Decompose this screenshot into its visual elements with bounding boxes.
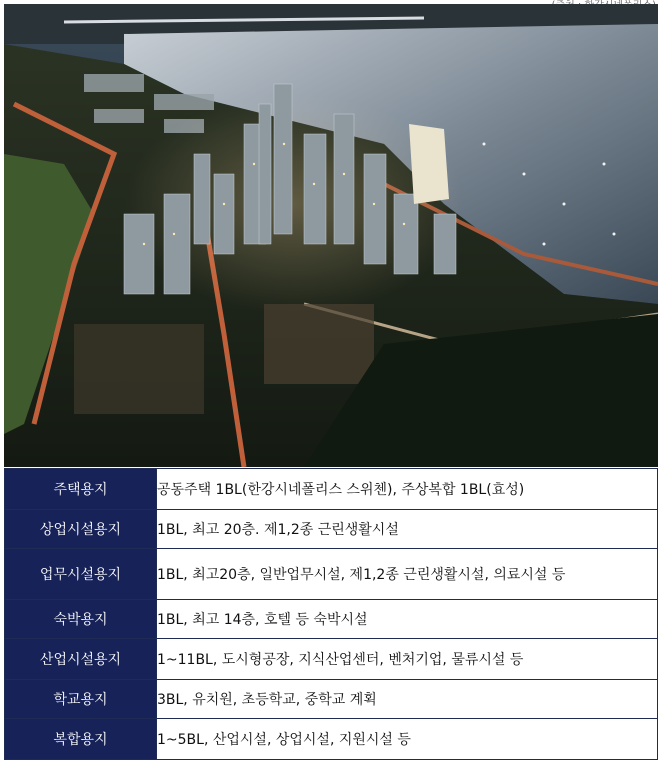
detail-cell: 1~11BL, 도시형공장, 지식산업센터, 벤처기업, 물류시설 등 — [157, 639, 658, 680]
category-cell: 숙박용지 — [5, 600, 157, 639]
detail-cell: 1BL, 최고20층, 일반업무시설, 제1,2종 근린생활시설, 의료시설 등 — [157, 549, 658, 600]
aerial-rendering-image — [4, 4, 658, 467]
category-cell: 상업시설용지 — [5, 510, 157, 549]
detail-cell: 공동주택 1BL(한강시네폴리스 스위첸), 주상복합 1BL(효성) — [157, 469, 658, 510]
detail-cell: 1BL, 최고 14층, 호텔 등 숙박시설 — [157, 600, 658, 639]
table-row — [5, 469, 658, 510]
table-row — [5, 600, 658, 639]
land-use-table — [4, 468, 658, 760]
category-cell: 주택용지 — [5, 469, 157, 510]
category-cell: 산업시설용지 — [5, 639, 157, 680]
detail-cell: 1BL, 최고 20층. 제1,2종 근린생활시설 — [157, 510, 658, 549]
category-cell: 복합용지 — [5, 719, 157, 760]
table-row — [5, 719, 658, 760]
aerial-city-render — [4, 4, 658, 467]
category-cell: 학교용지 — [5, 680, 157, 719]
category-cell: 업무시설용지 — [5, 549, 157, 600]
detail-cell: 1~5BL, 산업시설, 상업시설, 지원시설 등 — [157, 719, 658, 760]
detail-cell: 3BL, 유치원, 초등학교, 중학교 계획 — [157, 680, 658, 719]
table-row — [5, 680, 658, 719]
table-row — [5, 549, 658, 600]
table-row — [5, 639, 658, 680]
table-row — [5, 510, 658, 549]
